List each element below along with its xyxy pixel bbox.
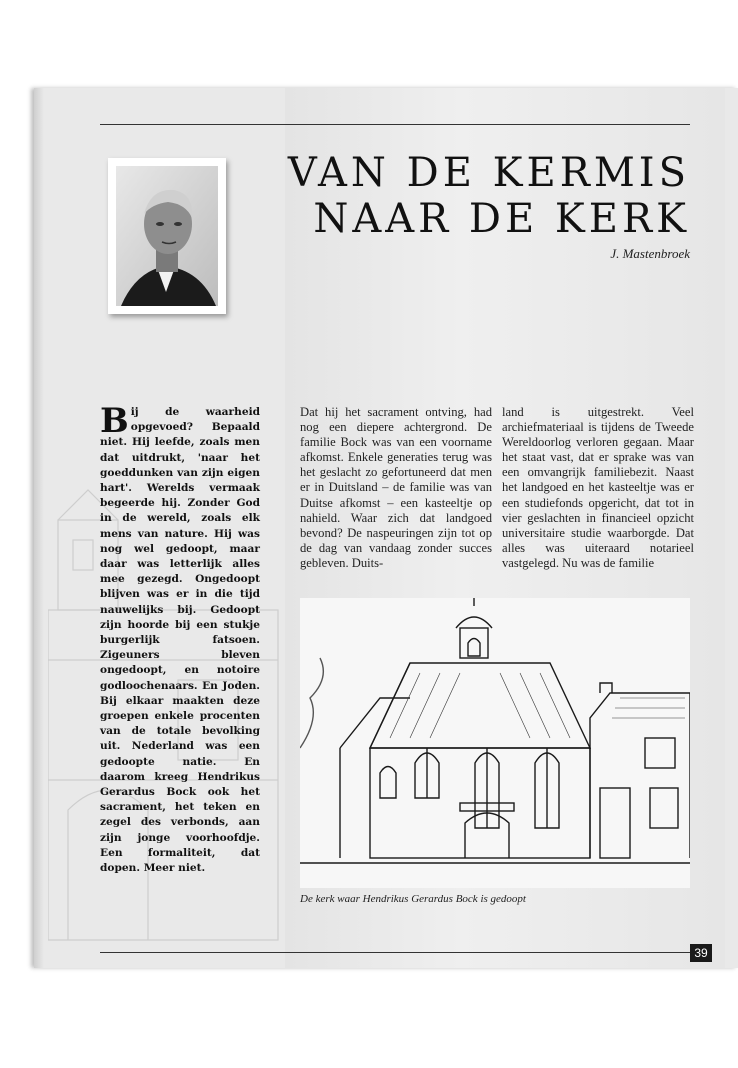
article-title	[288, 150, 690, 242]
lead-text: ij de waarheid opgevoed? Bepaald niet. Hij leefde, zoals men dat uitdrukt, 'naar het goeddunken van zijn eigen hart'. Werelds vermaak begeerde hij. Zonder God in de wereld, zoals elk mens van nature. Hij was nog wel gedoopt, maar daar was letterlijk alles mee gezegd. Ongedoopt blijven was er in die tijd nauwelijks bij. Gedoopt zijn hoorde bij een stukje burgerlijk fatsoen. Zigeuners bleven ongedoopt, en notoire godloochenaars. En Joden. Bij elkaar maakten deze groepen enkele procenten van de totale bevolking uit. Nederland was een gedoopte natie. En daarom kreeg Hendrikus Gerardus Bock ook het sacrament, het teken en zegel des verbonds, aan zijn jonge voorhoofdje. Een formaliteit, dat dopen. Meer niet.	[100, 406, 260, 875]
top-rule	[100, 124, 690, 125]
illustration-caption: De kerk waar Hendrikus Gerardus Bock is gedoopt	[300, 893, 526, 905]
portrait-photo	[116, 166, 218, 306]
body-column-2: land is uitgestrekt. Veel archiefmateriaal is tijdens de Tweede Wereldoorlog verloren gegaan. Maar het staat vast, dat er sprake was van een omvangrijk familiebezit. Naast het landgoed en het kasteeltje was er een studiefonds opgericht, dat tot in vier geslachten in financieel opzicht universitaire studie waarborgde. Dat alles was uiteraard notarieel vastgelegd. Nu was de familie	[502, 405, 694, 570]
portrait-photo-frame	[108, 158, 226, 314]
drop-cap: B	[100, 401, 129, 441]
body-column-1: Dat hij het sacrament ontving, had nog een diepere achtergrond. De familie Bock was van een voorname afkomst. Enkele generaties terug was het geslacht zo gefortuneerd dat men er in Duitsland – de familie was van Duitse afkomst – een kasteeltje op nahield. Waar zich dat landgoed bevond? De naspeuringen zijn tot op de dag van vandaag zonder succes gebleven. Duits-	[300, 405, 492, 570]
title-line-2: NAAR DE KERK	[313, 196, 690, 242]
church-illustration	[300, 598, 690, 888]
lead-paragraph	[100, 401, 260, 876]
bottom-rule	[100, 952, 690, 953]
page-number: 39	[690, 944, 712, 962]
author-byline: J. Mastenbroek	[610, 246, 690, 261]
title-line-1: VAN DE KERMIS	[287, 150, 690, 196]
page-edge	[34, 88, 44, 968]
